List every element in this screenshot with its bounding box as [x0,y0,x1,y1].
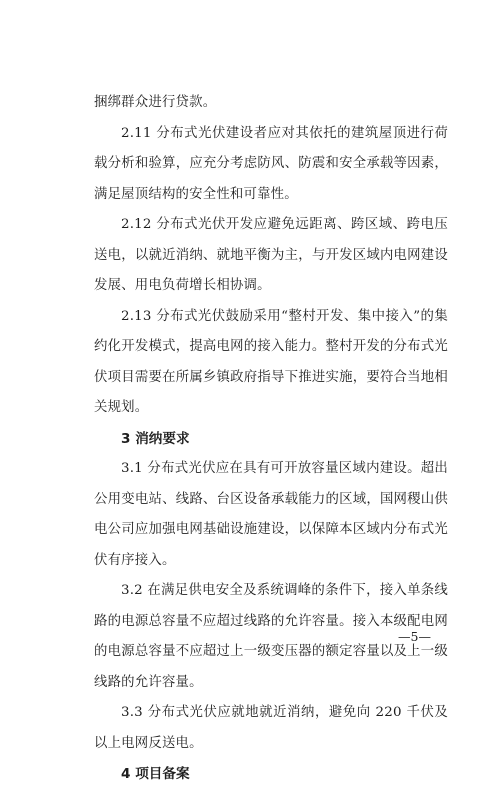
paragraph-2-13: 2.13 分布式光伏鼓励采用“整村开发、集中接入”的集约化开发模式，提高电网的接入能力。整村开发的分布式光伏项目需要在所属乡镇政府指导下推进实施，要符合当地相关规划。 [94,308,448,415]
paragraph-2-12: 2.12 分布式光伏开发应避免远距离、跨区域、跨电压送电，以就近消纳、就地平衡为主，与开发区域内电网建设发展、用电负荷增长相协调。 [94,217,448,293]
document-body [94,88,448,790]
paragraph-3-2: 3.2 在满足供电安全及系统调峰的条件下，接入单条线路的电源总容量不应超过线路的允许容量。接入本级配电网的电源总容量不应超过上一级变压器的额定容量以及上一级线路的允许容量。 [94,583,448,690]
section-heading-3: 3 消纳要求 [121,430,190,447]
paragraph-3-3: 3.3 分布式光伏应就地就近消纳，避免向 220 千伏及以上电网反送电。 [94,705,448,751]
section-heading-4: 4 项目备案 [121,766,190,782]
paragraph-3-1: 3.1 分布式光伏应在具有可开放容量区域内建设。超出公用变电站、线路、台区设备承载能力的区域，国网稷山供电公司应加强电网基础设施建设，以保障本区域内分布式光伏有序接入。 [94,461,448,568]
paragraph-2-11: 2.11 分布式光伏建设者应对其依托的建筑屋顶进行荷载分析和验算，应充分考虑防风、防震和安全承载等因素，满足屋顶结构的安全性和可靠性。 [94,125,448,202]
paragraph-continuation: 捆绑群众进行贷款。 [94,95,217,110]
page-number: —5— [398,629,431,644]
